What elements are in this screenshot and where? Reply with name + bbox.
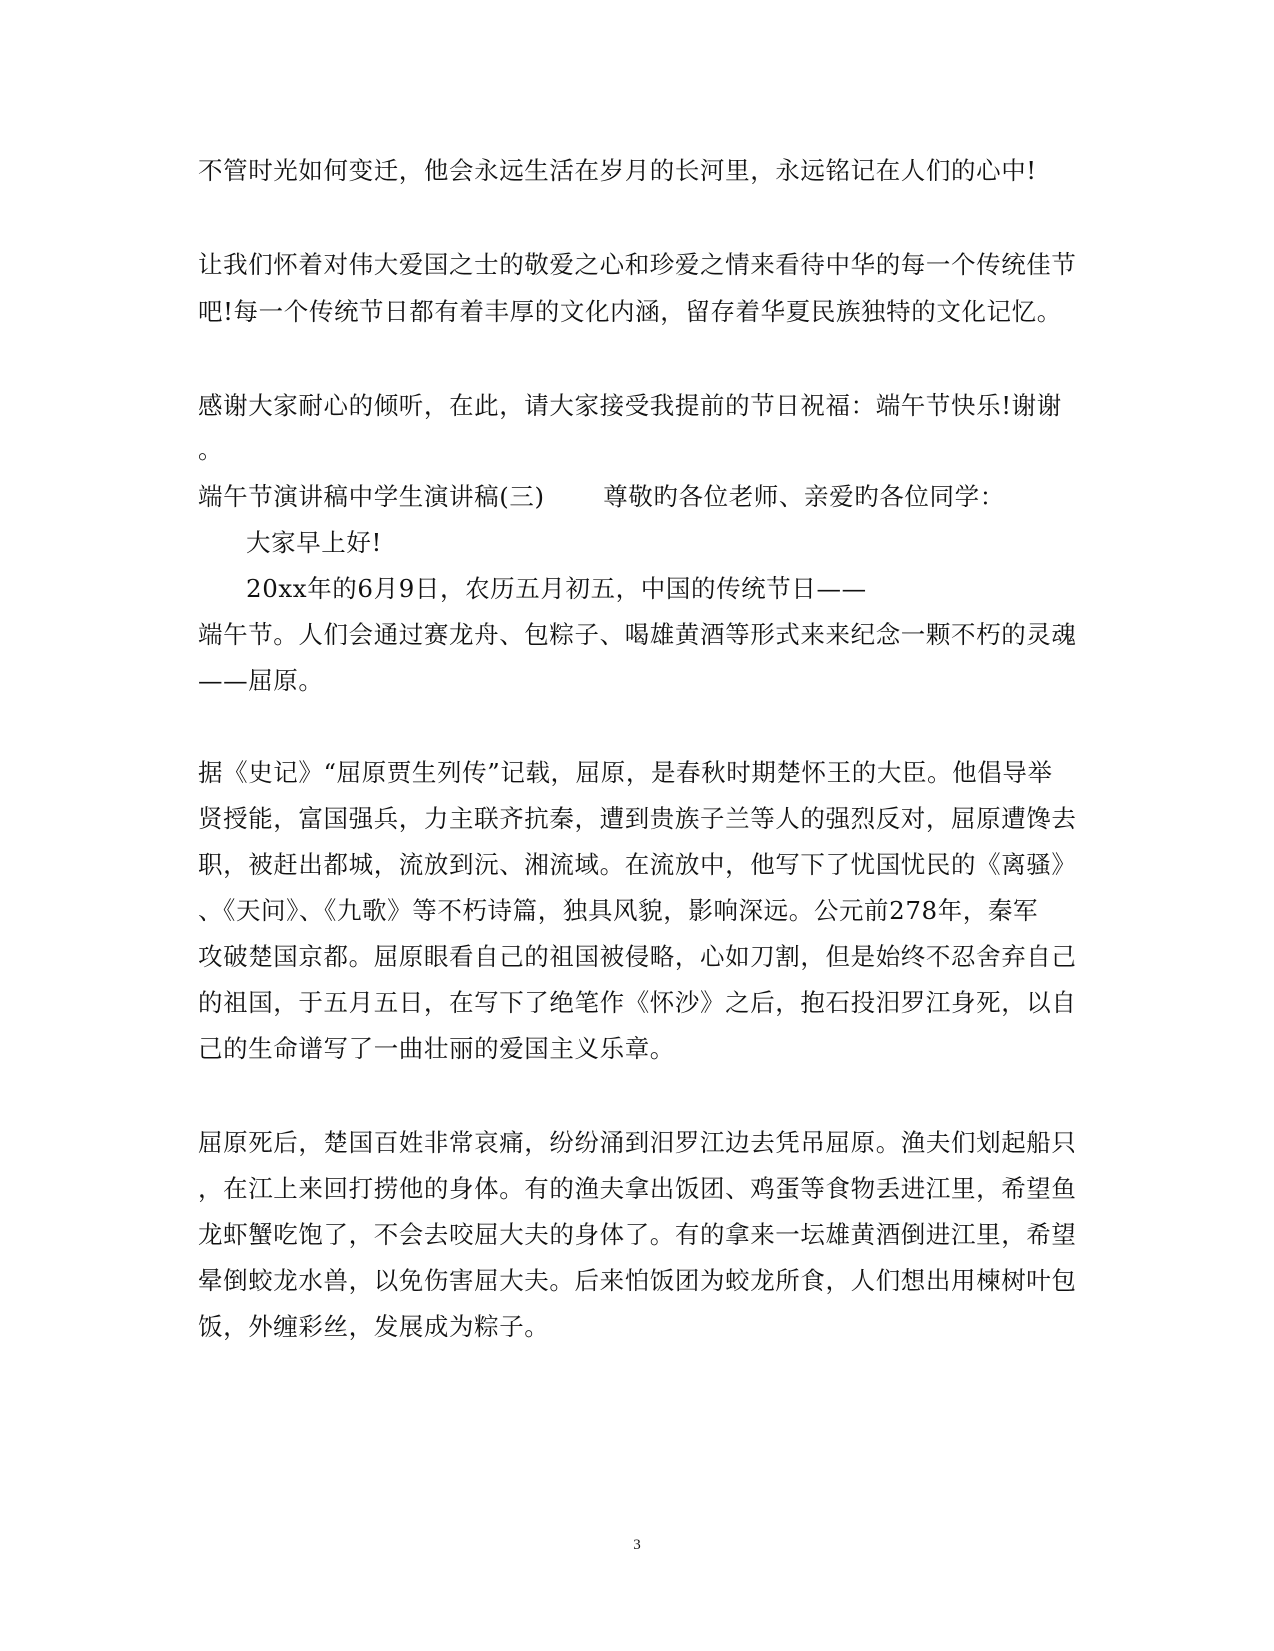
- section-heading: 端午节演讲稿中学生演讲稿(三) 尊敬旳各位老师、亲爱旳各位同学：: [198, 482, 1005, 511]
- text-line: ，在江上来回打捞他的身体。有的渔夫拿出饭团、鸡蛋等食物丢进江里，希望鱼: [198, 1174, 1077, 1203]
- greeting-line: 大家早上好!: [246, 528, 382, 557]
- text-line: 龙虾蟹吃饱了，不会去咬屈大夫的身体了。有的拿来一坛雄黄酒倒进江里，希望: [198, 1220, 1077, 1249]
- text-line: 、《天问》、《九歌》等不朽诗篇，独具风貌，影响深远。公元前278年，秦军: [198, 896, 1039, 925]
- text-line: 据《史记》“屈原贾生列传”记载，屈原，是春秋时期楚怀王的大臣。他倡导举: [198, 758, 1053, 787]
- text-line: 端午节。人们会通过赛龙舟、包粽子、喝雄黄酒等形式来来纪念一颗不朽的灵魂: [198, 620, 1077, 649]
- text-line: 己的生命谱写了一曲壮丽的爱国主义乐章。: [198, 1034, 675, 1063]
- text-line: 感谢大家耐心的倾听，在此，请大家接受我提前的节日祝福：端午节快乐!谢谢: [198, 391, 1062, 420]
- page-number: 3: [633, 1537, 641, 1553]
- text-line: 贤授能，富国强兵，力主联齐抗秦，遭到贵族子兰等人的强烈反对，屈原遭馋去: [198, 804, 1077, 833]
- text-line: ——屈原。: [198, 666, 324, 695]
- text-line: 的祖国，于五月五日，在写下了绝笔作《怀沙》之后，抱石投汨罗江身死，以自: [198, 988, 1077, 1017]
- text-line: 。: [198, 435, 224, 464]
- text-line: 攻破楚国京都。屈原眼看自己的祖国被侵略，心如刀割，但是始终不忍舍弃自己: [198, 942, 1077, 971]
- text-line: 20xx年的6月9日，农历五月初五，中国的传统节日——: [246, 574, 867, 603]
- text-line: 职，被赶出都城，流放到沅、湘流域。在流放中，他写下了忧国忧民的《离骚》: [198, 850, 1077, 879]
- text-line: 晕倒蛟龙水兽，以免伤害屈大夫。后来怕饭团为蛟龙所食，人们想出用楝树叶包: [198, 1266, 1077, 1295]
- text-line: 屈原死后，楚国百姓非常哀痛，纷纷涌到汨罗江边去凭吊屈原。渔夫们划起船只: [198, 1128, 1077, 1157]
- text-line: 吧!每一个传统节日都有着丰厚的文化内涵，留存着华夏民族独特的文化记忆。: [198, 297, 1062, 326]
- text-line: 让我们怀着对伟大爱国之士的敬爱之心和珍爱之情来看待中华的每一个传统佳节: [198, 250, 1077, 279]
- text-line: 不管时光如何变迁，他会永远生活在岁月的长河里，永远铭记在人们的心中!: [198, 156, 1037, 185]
- text-line: 饭，外缠彩丝，发展成为粽子。: [198, 1312, 550, 1341]
